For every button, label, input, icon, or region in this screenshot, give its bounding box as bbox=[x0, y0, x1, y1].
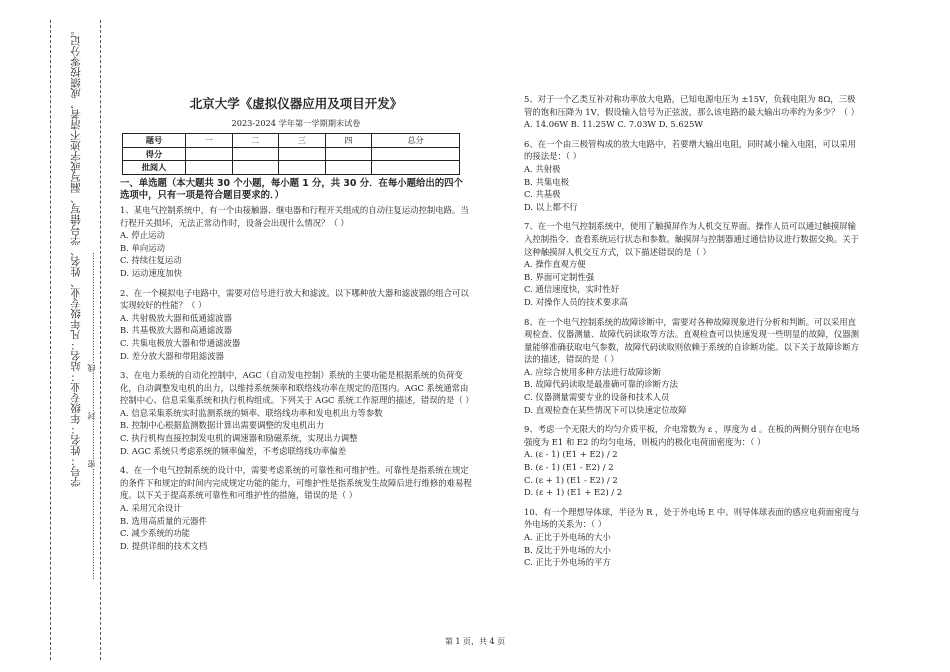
left-column bbox=[120, 98, 472, 559]
question bbox=[524, 316, 862, 417]
question-stem: 6、在一个由三极管构成的放大电路中，若要增大输出电阻，同时减小输入电阻，可以采用的接法是：（ ） bbox=[524, 138, 856, 162]
option[interactable]: C. 减少系统的功能 bbox=[120, 528, 191, 539]
score-header-cell: 二 bbox=[232, 134, 279, 148]
score-row-label: 批阅人 bbox=[123, 161, 186, 175]
option[interactable]: D. 提供详细的技术文档 bbox=[120, 540, 208, 551]
option[interactable]: A. (ε - 1) (E1 + E2) / 2 bbox=[524, 449, 618, 460]
score-cell[interactable] bbox=[232, 161, 279, 175]
question-stem: 1、某电气控制系统中，有一个由接触器、继电器和行程开关组成的自动往复运动控制电路。当行程开关损坏，无法正常动作时，设备会出现什么情况？（ ） bbox=[120, 204, 469, 228]
option[interactable]: A. 共射极放大器和低通滤波器 bbox=[120, 312, 232, 323]
score-header-cell: 一 bbox=[186, 134, 233, 148]
option[interactable]: A. 操作直观方便 bbox=[524, 259, 586, 270]
option[interactable]: D. 差分放大器和带阻滤波器 bbox=[120, 350, 224, 361]
question-stem: 8、在一个电气控制系统的故障诊断中，需要对各种故障现象进行分析和判断。可以采用直观检查、仪器测量、故障代码读取等方法。直观检查可以快速发现一些明显的故障，仪器测量能够准确获取电气参数，故障代码读取则依赖于系统的自诊断功能。以下关于故障诊断方法的描述，错误的是（ ） bbox=[524, 316, 859, 365]
option[interactable]: B. 控制中心根据监测数据计算出需要调整的发电机出力 bbox=[120, 420, 325, 431]
option[interactable]: A. 共射极 bbox=[524, 163, 561, 174]
option[interactable]: A. 应综合使用多种方法进行故障诊断 bbox=[524, 366, 661, 377]
score-header-cell: 四 bbox=[325, 134, 372, 148]
option[interactable]: C. 正比于外电场的平方 bbox=[524, 557, 611, 568]
option[interactable]: B. 选用高质量的元器件 bbox=[120, 515, 207, 526]
option[interactable]: C. 仪器测量需要专业的设备和技术人员 bbox=[524, 392, 670, 403]
score-cell[interactable] bbox=[325, 147, 372, 161]
option[interactable]: D. 直观检查在某些情况下可以快速定位故障 bbox=[524, 404, 687, 415]
option[interactable]: A. 停止运动 bbox=[120, 230, 165, 241]
seal-line: ……………………………………密……………封……………线…………………………………… bbox=[87, 252, 96, 580]
question-stem: 9、考虑一个无限大的均匀介质平板，介电常数为 ε ，厚度为 d 。在板的两侧分别存在电场强度为 E1 和 E2 的均匀电场，则板内的极化电荷面密度为：（ ） bbox=[524, 424, 860, 447]
option[interactable]: C. 共基极 bbox=[524, 189, 561, 200]
question bbox=[524, 138, 862, 214]
question-stem: 2、在一个模拟电子电路中，需要对信号进行放大和滤波。以下哪种放大器和滤波器的组合可以实现较好的性能？（ ） bbox=[120, 287, 469, 311]
binding-note: 学号：姓名：年级专业：站名：凡年级专业、姓名、学号错写、漏写或字迹不清者，成绩按零分记。 bbox=[70, 25, 82, 487]
score-cell[interactable] bbox=[279, 161, 326, 175]
option[interactable]: B. (ε - 1) (E1 - E2) / 2 bbox=[524, 462, 614, 473]
option[interactable]: B. 共集电极 bbox=[524, 176, 569, 187]
question-stem: 4、在一个电气控制系统的设计中，需要考虑系统的可靠性和可维护性。可靠性是指系统在规定的条件下和规定的时间内完成规定功能的能力，可维护性是指系统发生故障后进行维修的难易程度。以下关于提高系统可靠性和可维护性的措施，错误的是（ ） bbox=[120, 465, 472, 501]
score-header-cell: 总分 bbox=[372, 134, 460, 148]
score-table-header-row bbox=[123, 134, 460, 148]
question bbox=[524, 506, 862, 569]
score-cell[interactable] bbox=[325, 161, 372, 175]
question bbox=[524, 220, 862, 308]
score-cell[interactable] bbox=[279, 147, 326, 161]
option[interactable]: A. 信息采集系统实时监测系统的频率、联络线功率和发电机出力等参数 bbox=[120, 407, 383, 418]
option[interactable]: D. (ε + 1) (E1 + E2) / 2 bbox=[524, 487, 623, 498]
option[interactable]: D. 以上都不行 bbox=[524, 201, 578, 212]
question bbox=[524, 423, 862, 499]
question-stem: 3、在电力系统的自动化控制中，AGC（自动发电控制）系统的主要功能是根据系统的负荷变化，自动调整发电机的出力，以维持系统频率和联络线功率在规定的范围内。AGC 系统通常由控制中心、信息采集系统和执行机构组成。下列关于 AGC 系统工作原理的描述，错误的是（ ） bbox=[120, 370, 474, 406]
question bbox=[120, 464, 472, 552]
option[interactable]: B. 共基极放大器和高通滤波器 bbox=[120, 325, 232, 336]
question-stem: 7、在一个电气控制系统中，使用了触摸屏作为人机交互界面。操作人员可以通过触摸屏输入控制指令、查看系统运行状态和参数。触摸屏与控制器通过通信协议进行数据交换。关于这种触摸屏人机交互方式，以下描述错误的是（ ） bbox=[524, 221, 859, 257]
option[interactable]: B. 界面可定制性强 bbox=[524, 271, 595, 282]
score-cell[interactable] bbox=[372, 147, 460, 161]
score-header-cell: 题号 bbox=[123, 134, 186, 148]
right-column bbox=[524, 93, 862, 576]
score-table bbox=[122, 133, 460, 175]
question bbox=[120, 204, 472, 280]
question-stem: 5、对于一个乙类互补对称功率放大电路，已知电源电压为 ±15V，负载电阻为 8Ω，三极管的饱和压降为 1V，假设输入信号为正弦波，那么该电路的最大输出功率约为多少？（ ） bbox=[524, 94, 859, 117]
option[interactable]: C. (ε + 1) (E1 - E2) / 2 bbox=[524, 474, 618, 485]
option[interactable]: C. 通信速度快，实时性好 bbox=[524, 284, 620, 295]
score-table-row bbox=[123, 161, 460, 175]
exam-title: 北京大学《虚拟仪器应用及项目开发》 bbox=[189, 96, 403, 111]
section-heading: 一、单选题（本大题共 30 个小题，每小题 1 分，共 30 分．在每小题给出的四个选项中，只有一项是符合题目要求的．） bbox=[120, 177, 463, 202]
question-stem: 10、有一个理想导体球，半径为 R ，处于外电场 E 中。则导体球表面的感应电荷面密度与外电场的关系为：（ ） bbox=[524, 506, 860, 530]
option[interactable]: C. 执行机构直接控制发电机的调速器和励磁系统，实现出力调整 bbox=[120, 433, 358, 444]
score-cell[interactable] bbox=[232, 147, 279, 161]
score-cell[interactable] bbox=[186, 147, 233, 161]
exam-subtitle: 2023-2024 学年第一学期期末试卷 bbox=[231, 117, 361, 128]
option[interactable]: D. 对操作人员的技术要求高 bbox=[524, 296, 628, 307]
score-table-row bbox=[123, 147, 460, 161]
margin-dash-line-1 bbox=[50, 20, 51, 660]
option[interactable]: C. 共集电极放大器和带通滤波器 bbox=[120, 337, 241, 348]
option[interactable]: B. 反比于外电场的大小 bbox=[524, 544, 611, 555]
score-header-cell: 三 bbox=[279, 134, 326, 148]
question bbox=[120, 287, 472, 363]
margin-dash-line-2 bbox=[100, 20, 101, 660]
score-cell[interactable] bbox=[186, 161, 233, 175]
option[interactable]: D. 运动速度加快 bbox=[120, 267, 182, 278]
option[interactable]: D. AGC 系统只考虑系统的频率偏差，不考虑联络线功率偏差 bbox=[120, 445, 347, 456]
question bbox=[524, 93, 862, 131]
option[interactable]: B. 故障代码读取是最准确可靠的诊断方法 bbox=[524, 379, 678, 390]
question bbox=[120, 369, 472, 457]
option[interactable]: A. 14.06W B. 11.25W C. 7.03W D. 5.625W bbox=[524, 119, 704, 130]
option[interactable]: C. 持续往复运动 bbox=[120, 255, 182, 266]
score-cell[interactable] bbox=[372, 161, 460, 175]
option[interactable]: A. 正比于外电场的大小 bbox=[524, 532, 611, 542]
option[interactable]: B. 单向运动 bbox=[120, 242, 165, 253]
score-row-label: 得分 bbox=[123, 147, 186, 161]
option[interactable]: A. 采用冗余设计 bbox=[120, 503, 182, 514]
page-footer: 第 1 页，共 4 页 bbox=[444, 637, 506, 646]
